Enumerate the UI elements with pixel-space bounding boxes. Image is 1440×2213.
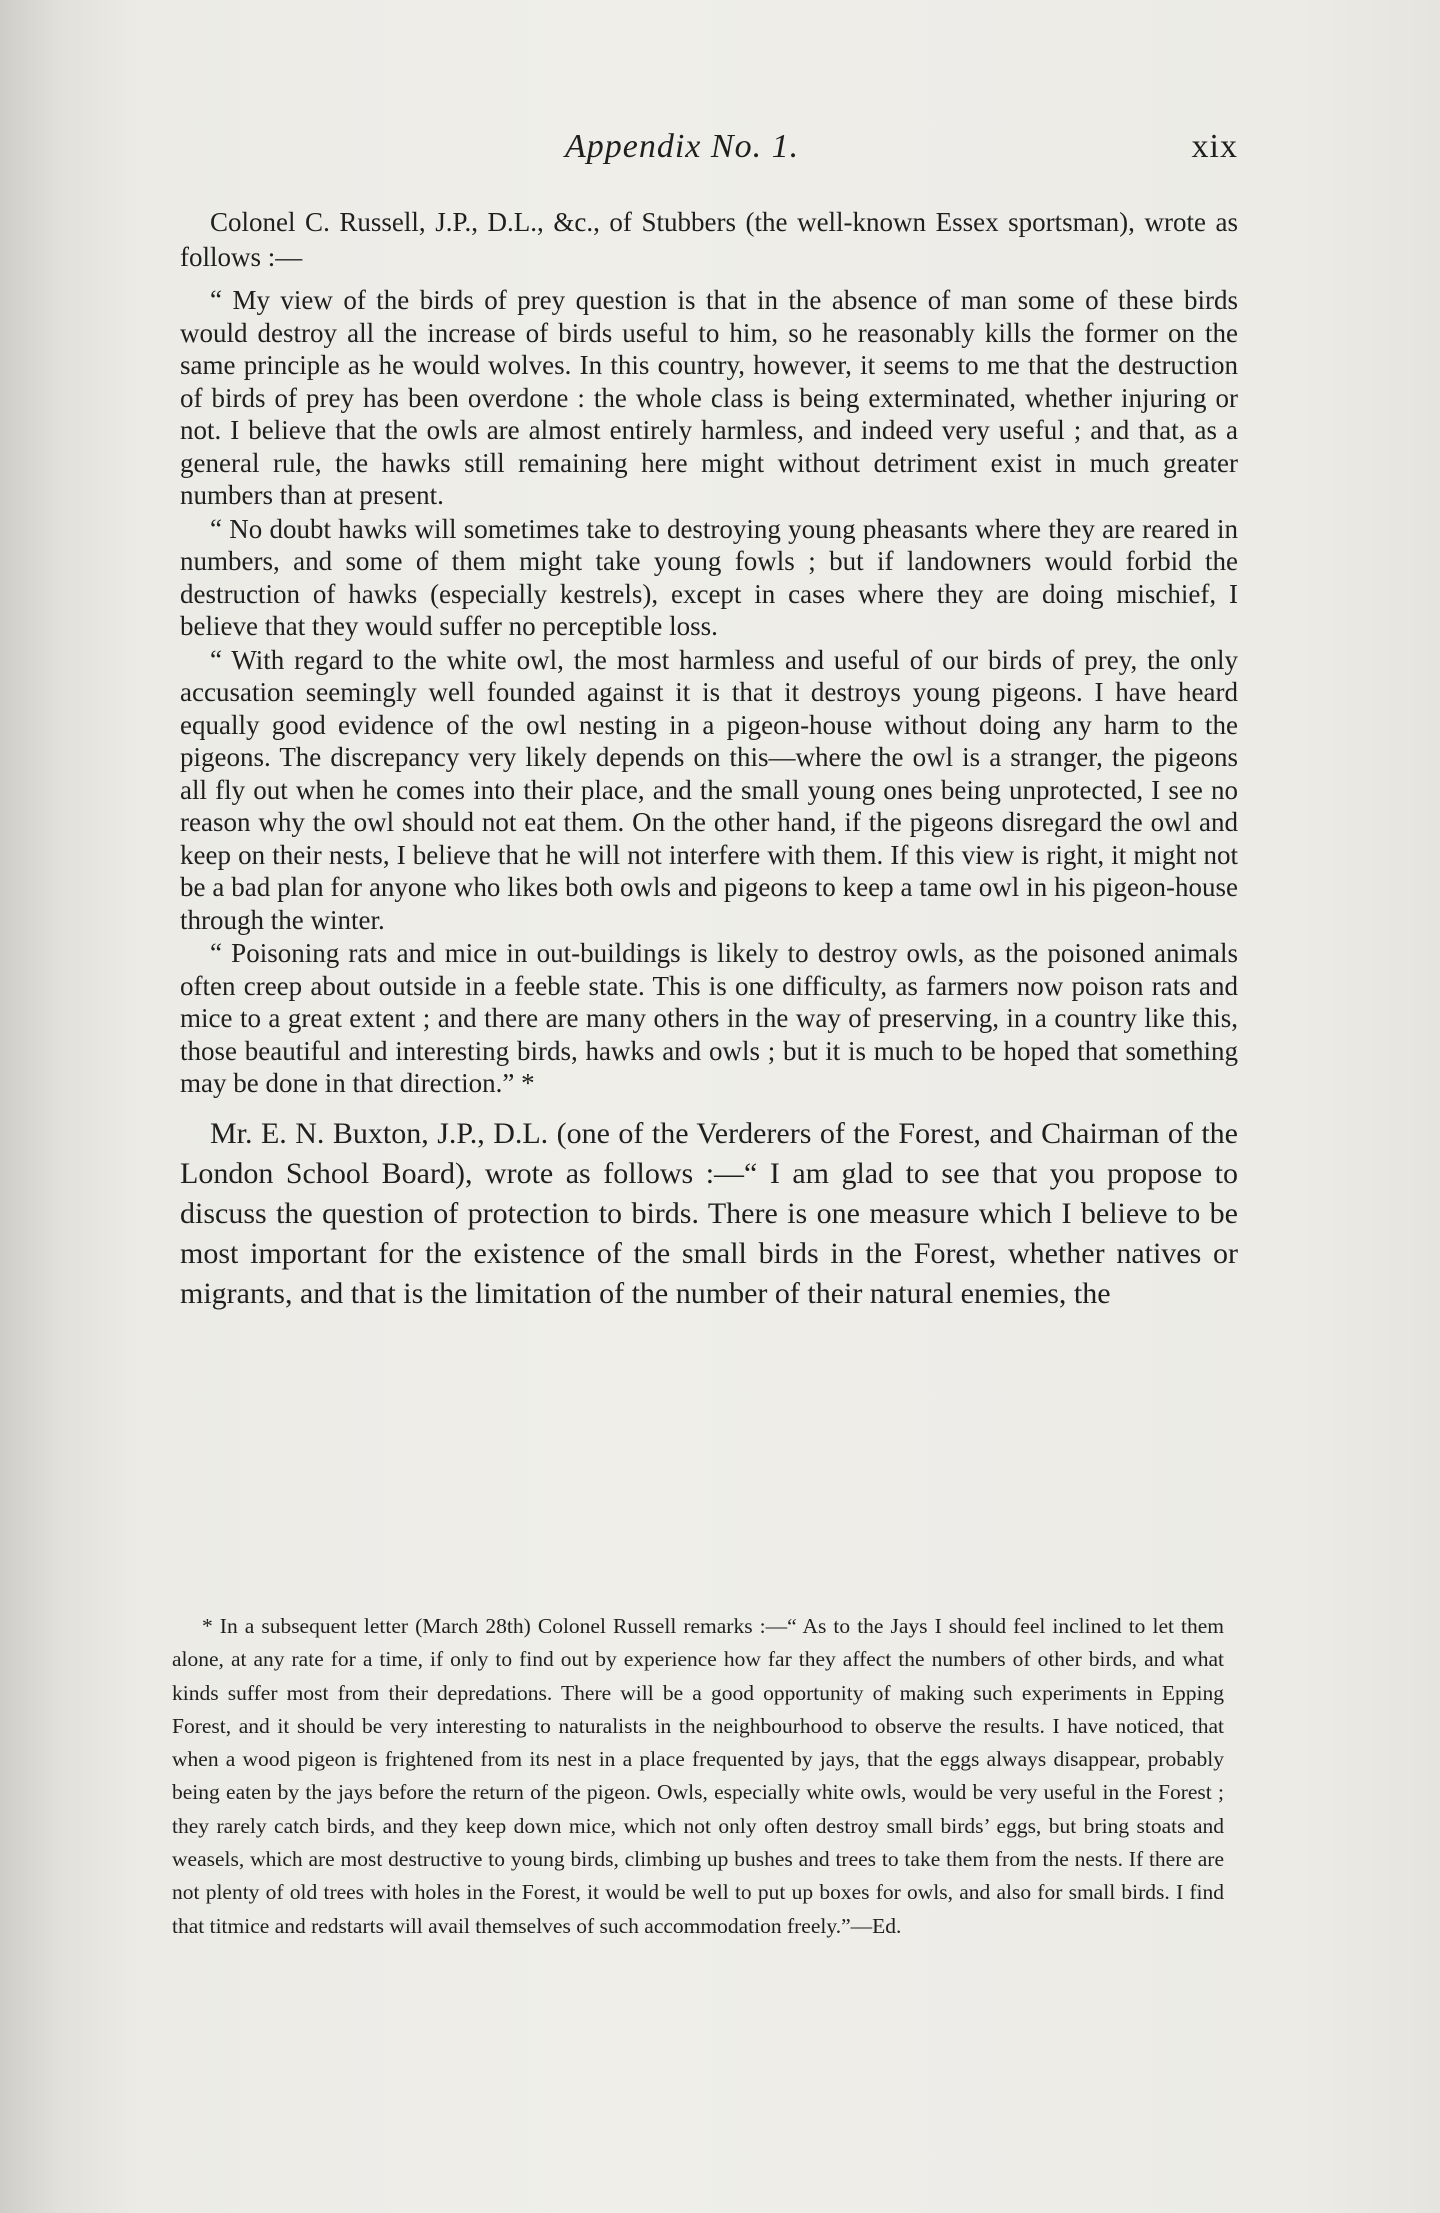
quote-paragraph: “ My view of the birds of prey question is that in the absence of man some of these birds would destroy all the increase of birds useful to him, so he reasonably kills the former on the same principle as he would wolves. In this country, however, it seems to me that the destruction of birds of prey has been overdone : the whole class is being exterminated, whether injuring or not. I believe that the owls are almost entirely harmless, and indeed very useful ; and that, as a general rule, the hawks still remaining here might without detriment exist in much greater numbers than at present. bbox=[180, 285, 1238, 510]
main-text bbox=[180, 205, 1238, 1314]
page-number: xix bbox=[1191, 128, 1238, 165]
quote-paragraph: “ With regard to the white owl, the most harmless and useful of our birds of prey, the only accusation seemingly well founded against it is that it destroys young pigeons. I have heard equally good evidence of the owl nesting in a pigeon-house without doing any harm to the pigeons. The discrepancy very likely depends on this—where the owl is a stranger, the pigeons all fly out when he comes into their place, and the small young ones being unprotected, I see no reason why the owl should not eat them. On the other hand, if the pigeons disregard the owl and keep on their nests, I believe that he will not interfere with them. If this view is right, it might not be a bad plan for anyone who likes both owls and pigeons to keep a tame owl in his pigeon-house through the winter. bbox=[180, 644, 1238, 935]
footnote-block bbox=[172, 1610, 1224, 1943]
buxton-paragraph: Mr. E. N. Buxton, J.P., D.L. (one of the Verderers of the Forest, and Chairman of the London School Board), wrote as follows :—“ I am glad to see that you propose to discuss the question of protection to birds. There is one measure which I believe to be most important for the existence of the small birds in the Forest, whether natives or migrants, and that is the limitation of the number of their natural enemies, the bbox=[180, 1116, 1238, 1310]
intro-paragraph: Colonel C. Russell, J.P., D.L., &c., of Stubbers (the well-known Essex sportsman), wrote as follows :— bbox=[180, 207, 1238, 272]
quote-paragraph: “ No doubt hawks will sometimes take to destroying young pheasants where they are reared in numbers, and some of them might take young fowls ; but if landowners would forbid the destruction of hawks (especially kestrels), except in cases where they are doing mischief, I believe that they would suffer no perceptible loss. bbox=[180, 513, 1238, 641]
footnote: * In a subsequent letter (March 28th) Colonel Russell remarks :—“ As to the Jays I should feel inclined to let them alone, at any rate for a time, if only to find out by experience how far they affect the numbers of other birds, and what kinds suffer most from their depredations. There will be a good opportunity of making such experiments in Epping Forest, and it should be very interesting to naturalists in the neighbourhood to observe the results. I have noticed, that when a wood pigeon is frightened from its nest in a place frequented by jays, that the eggs always disappear, probably being eaten by the jays before the return of the pigeon. Owls, especially white owls, would be very useful in the Forest ; they rarely catch birds, and they keep down mice, which not only often destroy small birds’ eggs, but bring stoats and weasels, which are most destructive to young birds, climbing up bushes and trees to take them from the nests. If there are not plenty of old trees with holes in the Forest, it would be well to put up boxes for owls, and also for small birds. I find that titmice and redstarts will avail themselves of such accommodation freely.”—Ed. bbox=[172, 1614, 1224, 1938]
running-head: Appendix No. 1. bbox=[565, 128, 800, 165]
quote-paragraph: “ Poisoning rats and mice in out-buildings is likely to destroy owls, as the poisoned animals often creep about outside in a feeble state. This is one difficulty, as farmers now poison rats and mice to a great extent ; and there are many others in the way of preserving, in a country like this, those beautiful and interesting birds, hawks and owls ; but it is much to be hoped that something may be done in that direction.” * bbox=[180, 938, 1238, 1098]
page-header bbox=[180, 128, 1238, 168]
